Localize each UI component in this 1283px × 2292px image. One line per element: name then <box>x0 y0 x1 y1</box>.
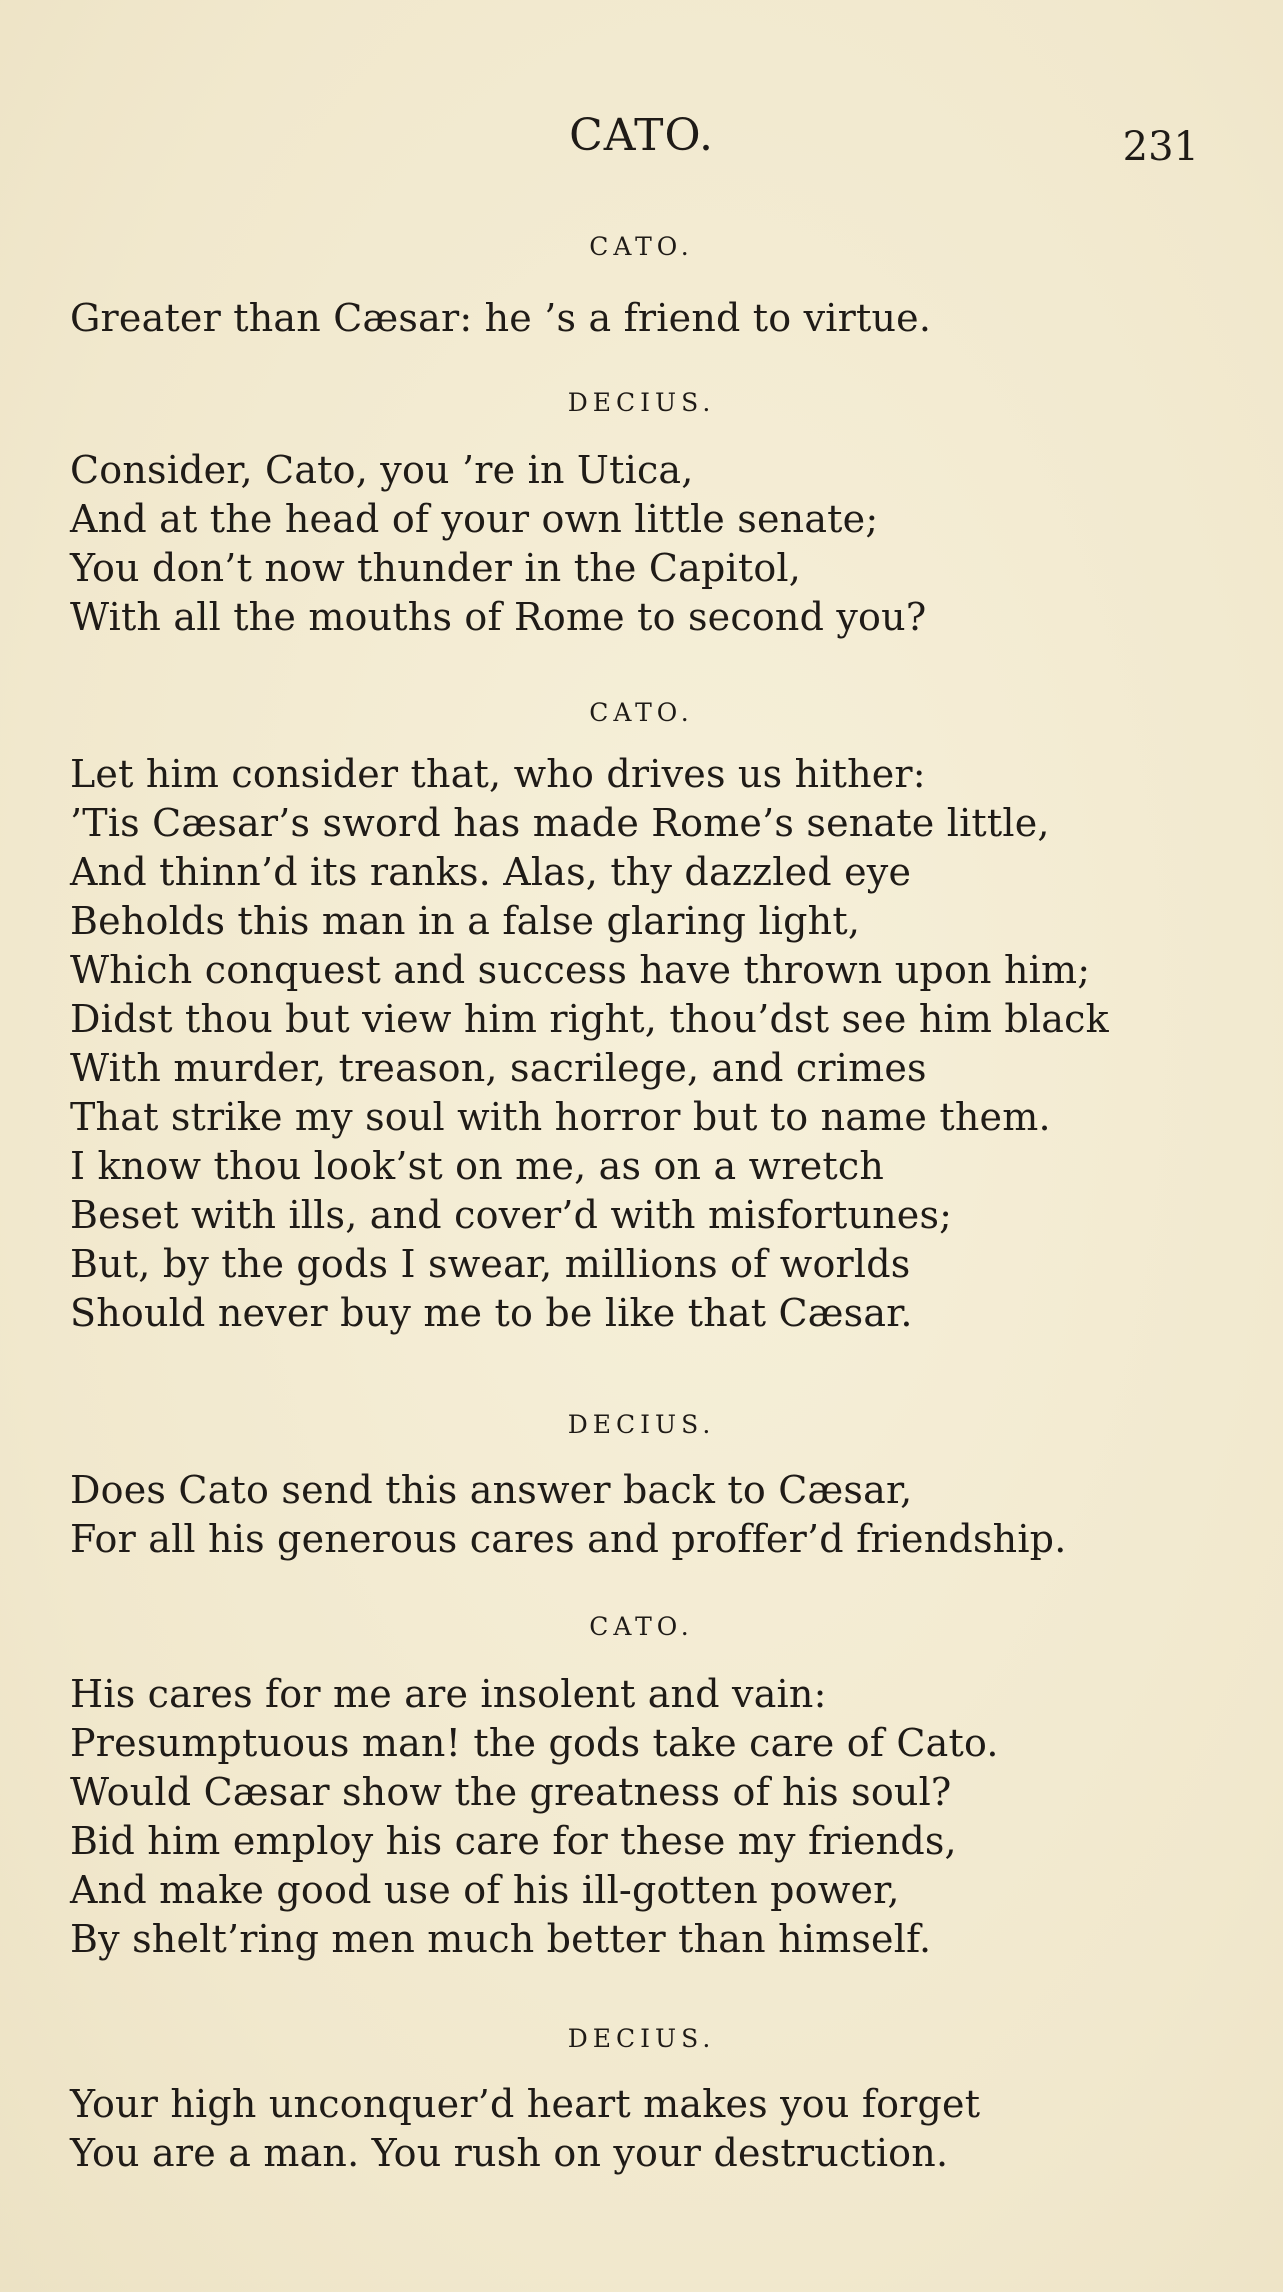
verse-line: Beholds this man in a false glaring light, <box>70 899 861 943</box>
verse-line: Bid him employ his care for these my friends, <box>70 1819 957 1863</box>
speaker-heading: CATO. <box>589 1612 694 1641</box>
running-title: CATO. <box>569 110 714 161</box>
verse-line: And make good use of his ill-gotten power, <box>70 1868 900 1912</box>
verse-line: For all his generous cares and proffer’d friendship. <box>70 1517 1067 1561</box>
verse-line: Should never buy me to be like that Cæsar. <box>70 1291 913 1335</box>
verse-line: Didst thou but view him right, thou’dst see him black <box>70 997 1109 1041</box>
verse-line: That strike my soul with horror but to name them. <box>70 1095 1051 1139</box>
speaker-heading: CATO. <box>589 232 694 261</box>
verse-line: But, by the gods I swear, millions of worlds <box>70 1242 911 1286</box>
speaker-heading: DECIUS. <box>567 1410 716 1439</box>
verse-line: You don’t now thunder in the Capitol, <box>70 546 802 590</box>
verse-line: With all the mouths of Rome to second you? <box>70 595 927 639</box>
verse-line: Which conquest and success have thrown upon him; <box>70 948 1091 992</box>
verse-line: You are a man. You rush on your destruction. <box>70 2131 949 2175</box>
verse-line: Consider, Cato, you ’re in Utica, <box>70 448 694 492</box>
speech-block <box>70 446 1210 642</box>
verse-line: Your high unconquer’d heart makes you forget <box>70 2082 981 2126</box>
speech-block <box>70 1670 1210 1964</box>
speech-block <box>70 1466 1210 1564</box>
speech-block <box>70 2080 1210 2178</box>
verse-line: With murder, treason, sacrilege, and crimes <box>70 1046 927 1090</box>
verse-line: Would Cæsar show the greatness of his soul? <box>70 1770 952 1814</box>
speech-block <box>70 294 1210 343</box>
speaker-heading: CATO. <box>589 698 694 727</box>
verse-line: I know thou look’st on me, as on a wretch <box>70 1144 885 1188</box>
verse-line: His cares for me are insolent and vain: <box>70 1672 827 1716</box>
verse-line: Let him consider that, who drives us hither: <box>70 752 926 796</box>
verse-line: Beset with ills, and cover’d with misfortunes; <box>70 1193 953 1237</box>
verse-line: ’Tis Cæsar’s sword has made Rome’s senate little, <box>70 801 1050 845</box>
verse-line: Does Cato send this answer back to Cæsar, <box>70 1468 913 1512</box>
verse-line: And at the head of your own little senate; <box>70 497 879 541</box>
verse-line: And thinn’d its ranks. Alas, thy dazzled eye <box>70 850 912 894</box>
verse-line: Greater than Cæsar: he ’s a friend to virtue. <box>70 296 932 340</box>
speech-block <box>70 750 1210 1338</box>
page-number: 231 <box>1122 124 1199 170</box>
verse-line: Presumptuous man! the gods take care of Cato. <box>70 1721 999 1765</box>
speaker-heading: DECIUS. <box>567 388 716 417</box>
speaker-heading: DECIUS. <box>567 2024 716 2053</box>
verse-line: By shelt’ring men much better than himself. <box>70 1917 932 1961</box>
